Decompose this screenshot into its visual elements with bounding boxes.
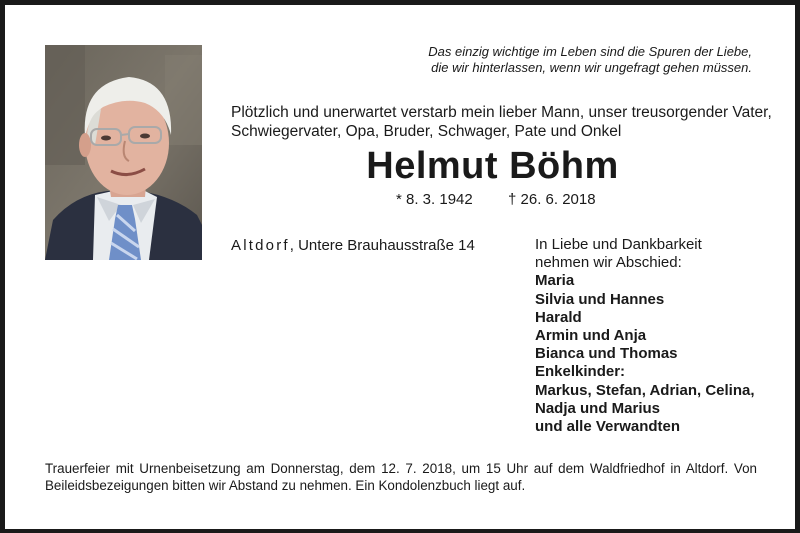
- motto-line-2: die wir hinterlassen, wenn wir ungefragt gehen müssen.: [431, 60, 752, 75]
- motto-line-1: Das einzig wichtige im Leben sind die Spuren der Liebe,: [428, 44, 752, 59]
- service-line-2: Beileidsbezeigungen bitten wir Abstand zu nehmen. Ein Kondolenzbuch liegt auf.: [45, 478, 526, 493]
- service-line-1: Trauerfeier mit Urnenbeisetzung am Donnerstag, dem 12. 7. 2018, um 15 Uhr auf dem Waldfriedhof in Altdorf. Von: [45, 461, 757, 476]
- birth-date: * 8. 3. 1942: [396, 191, 473, 208]
- deceased-name: Helmut Böhm: [366, 145, 619, 187]
- mourner-name: Harald: [535, 308, 582, 326]
- address: [231, 236, 475, 255]
- mourner-name: Markus, Stefan, Adrian, Celina,: [535, 381, 755, 399]
- mourner-name: Bianca und Thomas: [535, 345, 678, 363]
- announcement-line-2: Schwiegervater, Opa, Bruder, Schwager, Pate und Onkel: [231, 123, 622, 140]
- service-notice: [45, 460, 757, 494]
- mourner-name: und alle Verwandten: [535, 418, 681, 436]
- address-town: Altdorf: [231, 237, 290, 254]
- mourner-name: Maria: [535, 272, 575, 290]
- address-street: , Untere Brauhausstraße 14: [289, 237, 475, 254]
- portrait-illustration: [45, 45, 202, 260]
- mourners-intro-line-2: nehmen wir Abschied:: [535, 254, 682, 272]
- mourners-block: [535, 236, 775, 436]
- portrait-photo: [45, 45, 202, 260]
- announcement-line-1: Plötzlich und unerwartet verstarb mein lieber Mann, unser treusorgender Vater,: [231, 104, 772, 121]
- death-date: † 26. 6. 2018: [508, 191, 596, 208]
- mourner-name: Armin und Anja: [535, 327, 647, 345]
- mourners-intro-line-1: In Liebe und Dankbarkeit: [535, 236, 702, 253]
- mourner-name: Nadja und Marius: [535, 399, 661, 417]
- mourner-name: Silvia und Hannes: [535, 290, 665, 308]
- mourner-name: Enkelkinder:: [535, 363, 626, 381]
